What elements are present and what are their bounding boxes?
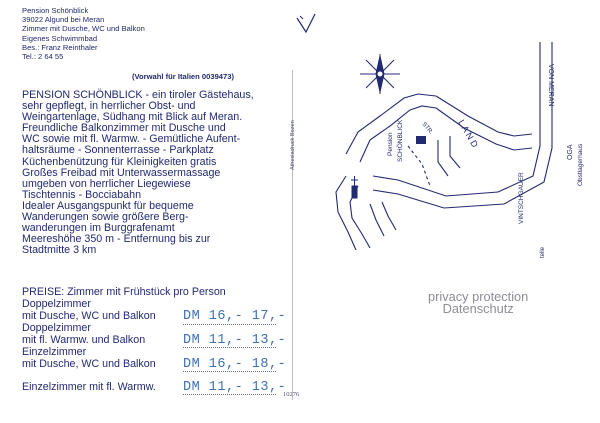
price-row-1-line-1: Doppelzimmer <box>22 298 91 310</box>
desc-line: haltsräume - Sonnenterrasse - Parkplatz <box>22 144 214 157</box>
map-vintschgauer: VINTSCHGAUER <box>518 172 525 224</box>
desc-line: PENSION SCHÖNBLICK - ein tiroler Gästehaus, <box>22 89 254 101</box>
desc-line: Freundliche Balkonzimmer mit Dusche und <box>22 122 226 135</box>
header-line-6: Tel.: 2 64 55 <box>22 52 64 62</box>
desc-line: Meereshöhe 350 m - Entfernung bis zur <box>22 233 211 246</box>
map-oga: OGA <box>567 144 574 160</box>
desc-line: umgeben von herrlicher Liegewiese <box>22 177 191 190</box>
price-row-2-line-1: Doppelzimmer <box>22 322 91 334</box>
desc-line: Großes Freibad mit Unterwassermassage <box>22 166 221 179</box>
desc-line: Stadtmitte 3 km <box>22 244 97 257</box>
desc-line: WC sowie mit fl. Warmw. - Gemütliche Aufent- <box>22 133 241 146</box>
prices-title: PREISE: Zimmer mit Frühstück pro Person <box>22 286 226 298</box>
header-line-4: Eigenes Schwimmbad <box>22 33 98 43</box>
price-row-3-line-1: Einzelzimmer <box>22 346 87 358</box>
price-row-4-line-1: Einzelzimmer mit fl. Warmw. <box>22 381 156 393</box>
check-mark-icon <box>294 10 318 36</box>
desc-line: Wanderungen sowie größere Berg- <box>22 211 189 224</box>
map-obstlagerhaus: Obstlagerhaus <box>577 143 584 186</box>
dotted-line <box>183 371 276 372</box>
price-stamp-3: DM 16,- 18,- <box>183 357 287 372</box>
price-stamp-1: DM 16,- 17,- <box>183 309 287 324</box>
card-number: 10276 <box>283 391 300 398</box>
privacy-line-1: privacy protection <box>428 289 529 304</box>
header-line-5: Bes.: Franz Reinthaler <box>22 42 98 52</box>
map-pension-name: SCHÖNBLICK <box>397 119 404 162</box>
map-pension-label: Pension <box>387 132 394 156</box>
price-row-1-line-2: mit Dusche, WC und Balkon <box>22 310 156 322</box>
dotted-line <box>183 394 276 395</box>
map-von-meran: VON MERAN <box>547 64 554 107</box>
privacy-watermark <box>428 291 528 314</box>
desc-line: Tischtennis - Bocciabahn <box>22 188 142 201</box>
church-icon <box>351 176 358 198</box>
dotted-line <box>183 347 276 348</box>
header-line-2: 39022 Algund bei Meran <box>22 15 105 25</box>
desc-line: Küchenbenützung für Kleinigkeiten gratis <box>22 155 217 168</box>
desc-line: Idealer Ausgangspunkt für bequeme <box>22 199 194 212</box>
price-stamp-2: DM 11,- 13,- <box>183 333 287 348</box>
description-block <box>22 90 312 256</box>
desc-line: wanderungen im Burggrafenamt <box>22 222 175 235</box>
desc-line: Weingartenlage, Südhang mit Blick auf Meran. <box>22 111 243 124</box>
address-header <box>22 6 145 61</box>
header-line-3: Zimmer mit Dusche, WC und Balkon <box>22 24 145 34</box>
price-row-2-line-2: mit fl. Warmw. und Balkon <box>22 334 146 346</box>
price-row-3-line-2: mit Dusche, WC und Balkon <box>22 358 156 370</box>
compass-icon <box>360 54 400 94</box>
privacy-line-2: Datenschutz <box>442 300 514 316</box>
printer-note: Athesiadruck Bozen <box>290 120 296 170</box>
location-map <box>318 36 588 268</box>
pension-marker-icon <box>416 136 426 144</box>
country-code-note: (Vorwahl für Italien 0039473) <box>132 72 234 81</box>
dotted-line <box>183 324 276 325</box>
price-stamp-4: DM 11,- 13,- <box>183 380 287 395</box>
header-line-1: Pension Schönblick <box>22 6 89 15</box>
map-land-label: L A N D <box>456 118 481 150</box>
map-stelle: telle <box>540 246 546 258</box>
desc-line: sehr gepflegt, in herrlicher Obst- und <box>22 100 196 113</box>
map-street-label: STR. <box>420 121 434 136</box>
